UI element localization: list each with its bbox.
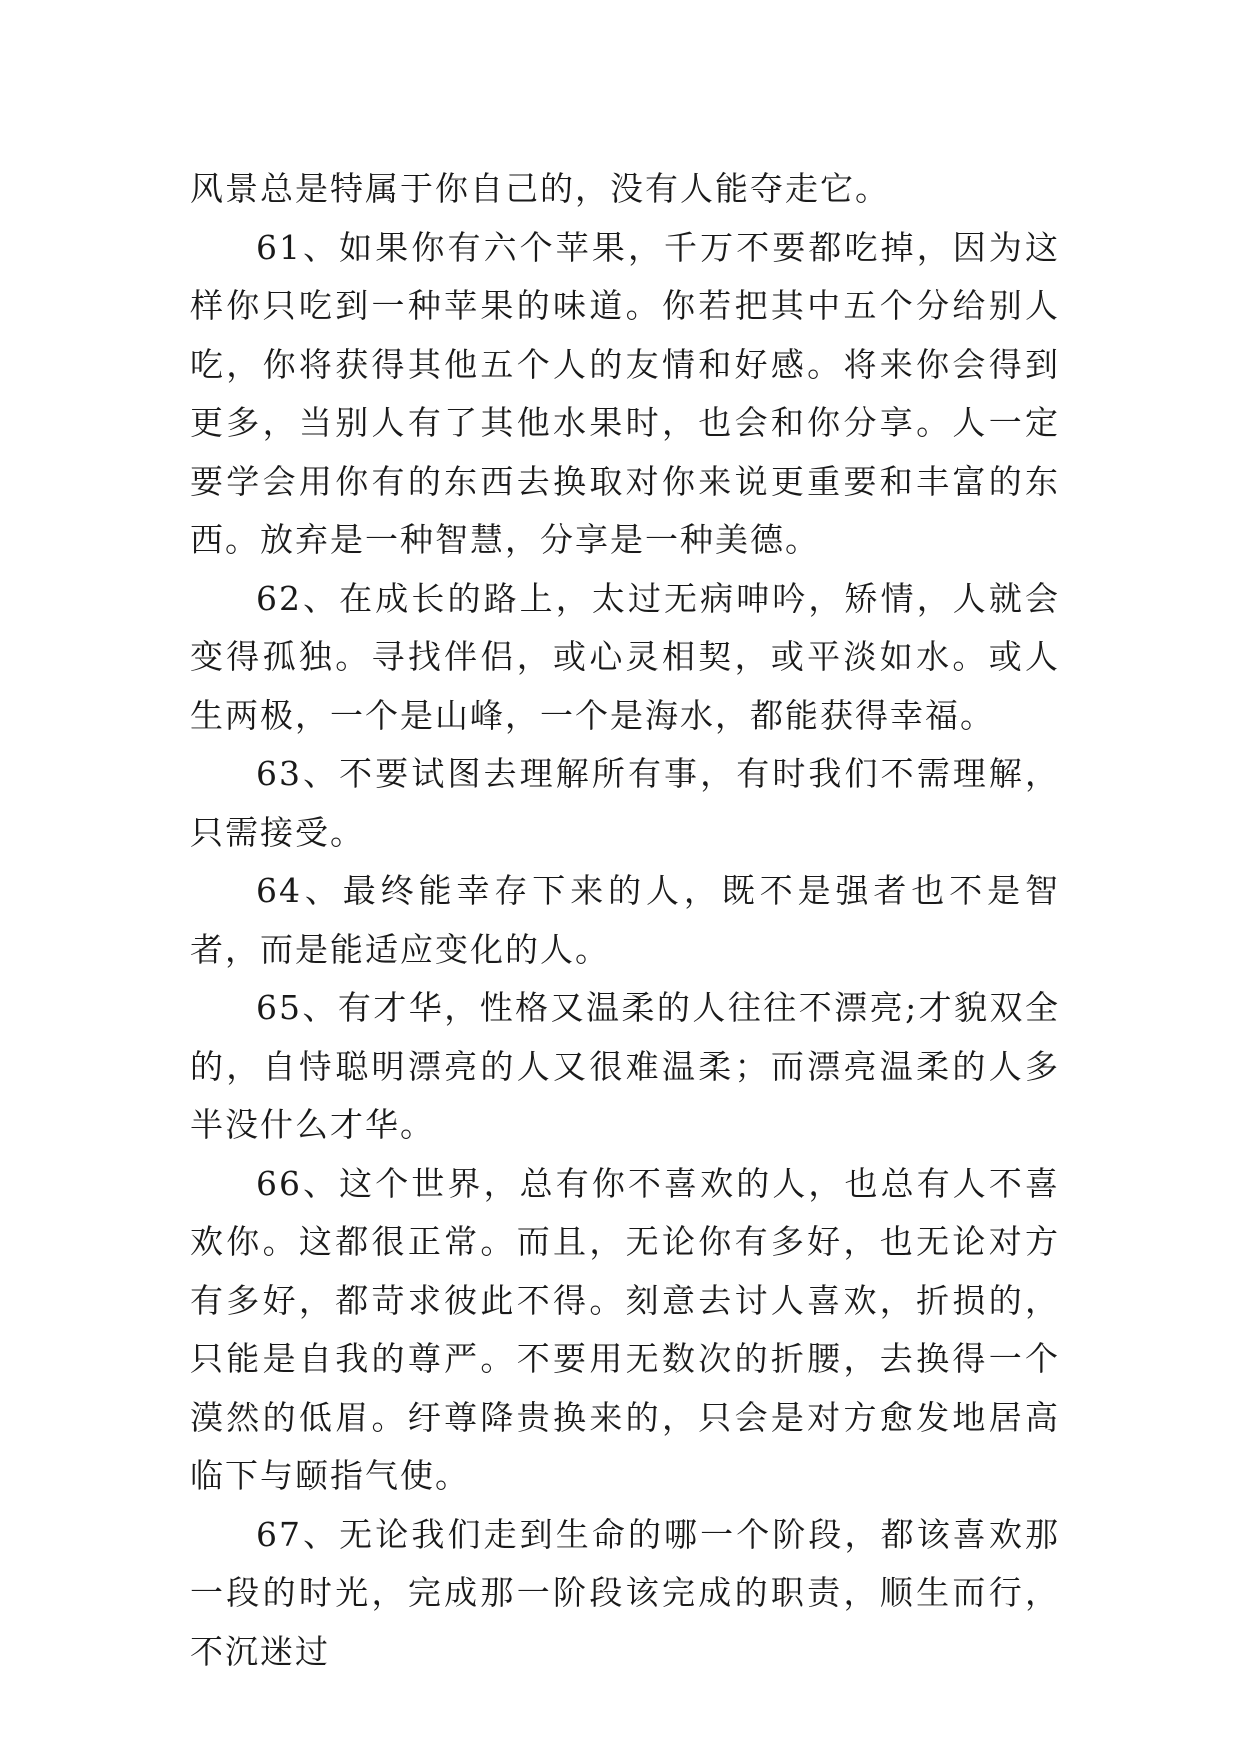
paragraph-continued: 风景总是特属于你自己的，没有人能夺走它。 <box>190 169 890 208</box>
paragraph-66: 66、这个世界，总有你不喜欢的人，也总有人不喜欢你。这都很正常。而且，无论你有多好，也无论对方有多好，都苛求彼此不得。刻意去讨人喜欢，折损的，只能是自我的尊严。不要用无数次的折腰，去换得一个漠然的低眉。纡尊降贵换来的，只会是对方愈发地居高临下与颐指气使。 <box>190 1163 1060 1495</box>
paragraph-64: 64、最终能幸存下来的人，既不是强者也不是智者，而是能适应变化的人。 <box>190 871 1060 969</box>
document-body <box>190 160 1060 1681</box>
paragraph-67: 67、无论我们走到生命的哪一个阶段，都该喜欢那一段的时光，完成那一阶段该完成的职责，顺生而行，不沉迷过 <box>190 1514 1060 1671</box>
paragraph-63: 63、不要试图去理解所有事，有时我们不需理解，只需接受。 <box>190 754 1060 852</box>
paragraph-61: 61、如果你有六个苹果，千万不要都吃掉，因为这样你只吃到一种苹果的味道。你若把其中五个分给别人吃，你将获得其他五个人的友情和好感。将来你会得到更多，当别人有了其他水果时，也会和你分享。人一定要学会用你有的东西去换取对你来说更重要和丰富的东西。放弃是一种智慧，分享是一种美德。 <box>190 227 1060 559</box>
paragraph-62: 62、在成长的路上，太过无病呻吟，矫情，人就会变得孤独。寻找伴侣，或心灵相契，或平淡如水。或人生两极，一个是山峰，一个是海水，都能获得幸福。 <box>190 578 1060 735</box>
paragraph-65: 65、有才华，性格又温柔的人往往不漂亮;才貌双全的，自恃聪明漂亮的人又很难温柔；而漂亮温柔的人多半没什么才华。 <box>190 988 1060 1144</box>
